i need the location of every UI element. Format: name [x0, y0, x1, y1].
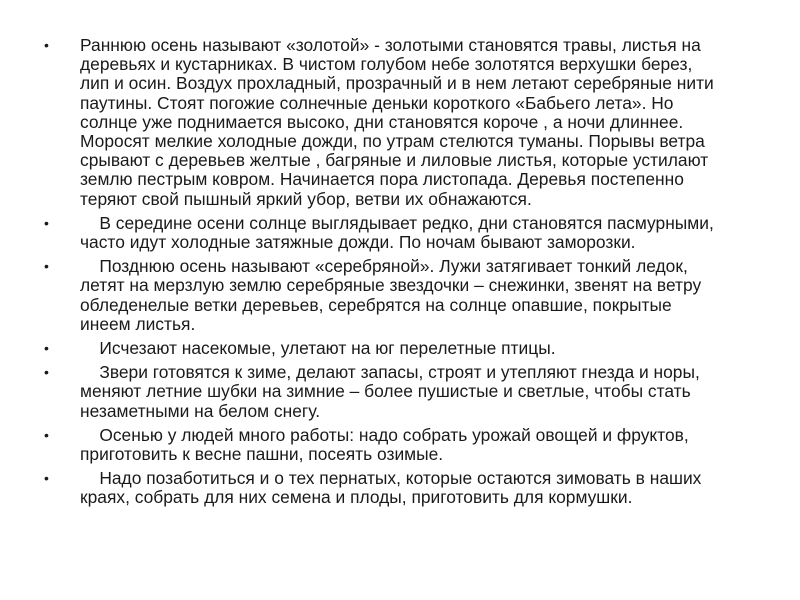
bullet-text: Позднюю осень называют «серебряной». Лужи затягивает тонкий ледок, летят на мерзлую землю серебряные звездочки – снежинки, звенят на ветру обледенелые ветки деревьев, серебрятся на солнце опавшие, покрытые инеем листья. — [80, 256, 707, 334]
bullet-text: Надо позаботиться и о тех пернатых, которые остаются зимовать в наших краях, собрать для них семена и плоды, приготовить для кормушки. — [80, 468, 707, 508]
bullet-item-birds-care — [44, 469, 724, 507]
bullet-icon: • — [44, 340, 49, 357]
bullet-icon: • — [44, 37, 49, 53]
bullet-text: Осенью у людей много работы: надо собрать урожай овощей и фруктов, приготовить к весне пашни, посеять озимые. — [80, 424, 694, 465]
bullet-text: Исчезают насекомые, улетают на юг перелетные птицы. — [80, 338, 556, 359]
bullet-text: В середине осени солнце выглядывает редко, дни становятся пасмурными, часто идут холодные затяжные дожди. По ночам бывают заморозки. — [80, 212, 719, 253]
bullet-item-late-autumn — [44, 257, 724, 334]
bullet-item-early-autumn — [44, 36, 724, 209]
bullet-icon: • — [44, 364, 49, 381]
bullet-item-insects-birds — [44, 339, 724, 358]
bullet-icon: • — [44, 470, 49, 487]
bullet-icon: • — [44, 214, 49, 231]
bullet-icon: • — [44, 426, 49, 443]
bullet-text: Раннюю осень называют «золотой» - золотыми становятся травы, листья на деревьях и кустарниках. В чистом голубом небе золотятся верхушки берез, лип и осин. Воздух прохладный, прозрачный и в нем летают серебряные нити паутины. Стоят погожие солнечные деньки короткого «Бабьего лета». Но солнце уже поднимается высоко, дни становятся короче , а ночи длиннее. Моросят мелкие холодные дожди, по утрам стелются туманы. Порывы ветра срывают с деревьев желтые , багряные и лиловые листья, которые устилают землю пестрым ковром. Начинается пора листопада. Деревья постепенно теряют свой пышный яркий убор, ветви их обнажаются. — [80, 35, 719, 209]
bullet-item-animals — [44, 363, 724, 421]
bullet-list — [44, 36, 724, 513]
bullet-icon: • — [44, 258, 49, 275]
bullet-item-people-work — [44, 426, 724, 464]
bullet-item-mid-autumn — [44, 214, 724, 252]
bullet-text: Звери готовятся к зиме, делают запасы, строят и утепляют гнезда и норы, меняют летние шубки на зимние – более пушистые и светлые, чтобы стать незаметными на белом снегу. — [80, 362, 705, 421]
